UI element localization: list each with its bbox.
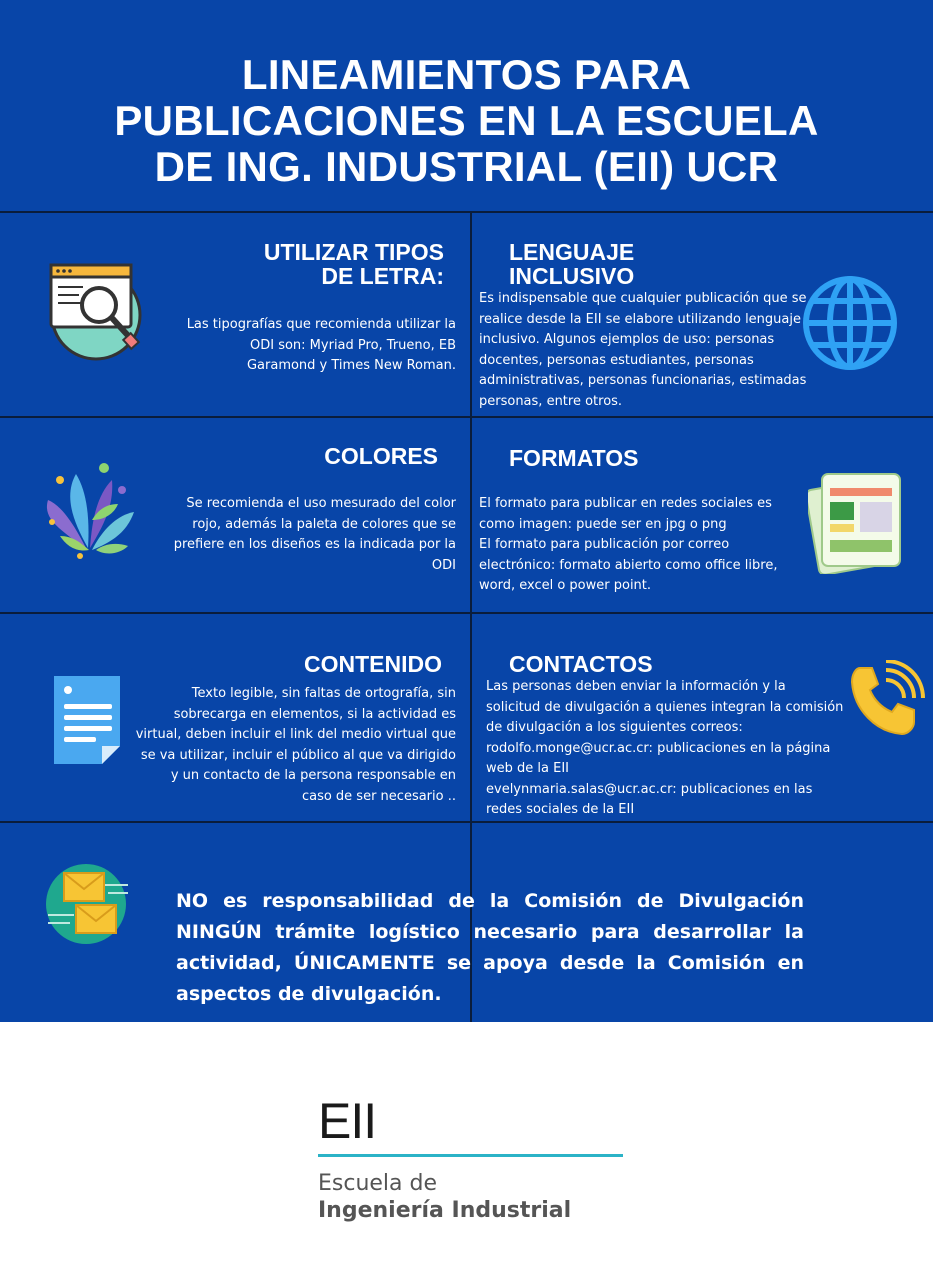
text-line: virtual, deben incluir el link del medio virtual que [135,727,456,742]
heading-text: CONTACTOS [509,651,653,677]
title-line: DE ING. INDUSTRIAL (EII) UCR [154,143,779,190]
section-text-contenido [122,684,456,807]
text-line: docentes, personas estudiantes, personas [479,352,754,368]
text-line: realice desde la EII se elabore utilizando lenguaje [479,311,801,327]
text-line: personas, entre otros. [479,393,623,409]
text-line: web de la EII [486,761,569,776]
heading-line: LENGUAJE [509,239,635,265]
text-line: word, excel o power point. [479,578,652,593]
heading-line: DE LETRA: [321,263,444,289]
section-text-contactos [486,677,858,821]
logo-line-1: Escuela de [318,1171,438,1196]
document-icon [50,672,128,772]
section-text-lenguaje [479,289,819,412]
eii-logo [318,1093,628,1223]
text-line: Las personas deben enviar la información y la [486,679,786,694]
text-line: rodolfo.monge@ucr.ac.cr: publicaciones en la página [486,740,831,756]
text-line: inclusivo. Algunos ejemplos de uso: personas [479,332,775,347]
section-text-formatos [479,494,809,597]
documents-icon [808,470,904,578]
divider [0,211,933,213]
text-line: caso de ser necesario .. [301,788,456,804]
text-line: ODI [431,557,456,573]
magnifier-browser-icon [43,261,153,365]
title-line: PUBLICACIONES EN LA ESCUELA [114,97,819,144]
text-line: evelynmaria.salas@ucr.ac.cr: publicaciones en las [486,781,813,797]
text-line: Se recomienda el uso mesurado del color [186,496,456,511]
text-line: Garamond y Times New Roman. [246,358,456,373]
heading-line: INCLUSIVO [509,263,635,289]
poster-title [0,52,933,190]
disclaimer-notice: NO es responsabilidad de la Comisión de Divulgación NINGÚN trámite logístico necesario para desarrollar la actividad, ÚNICAMENTE se apoya desde la Comisión en aspectos de divulgación. [176,890,804,1005]
text-line: Es indispensable que cualquier publicación que se [479,291,807,306]
heading-text: CONTENIDO [304,651,442,677]
text-line: electrónico: formato abierto como office libre, [479,557,778,573]
section-heading-contenido [230,652,442,676]
title-line: LINEAMIENTOS PARA [241,51,692,98]
text-line: sobrecarga en elementos, si la actividad es [173,706,456,722]
text-line: de divulgación a los siguientes correos: [486,720,743,735]
phone-icon [846,660,926,744]
heading-text: COLORES [324,443,438,469]
text-line: como imagen: puede ser en jpg o png [479,516,727,532]
section-text-tipos-letra [140,315,456,377]
logo-rule [318,1154,623,1157]
section-text-colores [140,494,456,576]
text-line: El formato para publicar en redes sociales es [479,496,772,511]
text-line: Las tipografías que recomienda utilizar la [186,317,456,332]
heading-line: UTILIZAR TIPOS [263,239,444,265]
text-line: solicitud de divulgación a quienes integran la comisión [486,699,844,715]
heading-text: FORMATOS [509,445,639,471]
envelopes-icon [46,863,130,949]
logo-line-2: Ingeniería Industrial [318,1198,572,1223]
text-line: redes sociales de la EII [486,802,635,817]
divider [0,612,933,614]
text-line: administrativas, personas funcionarias, estimadas [479,373,807,388]
section-heading-lenguaje [509,240,729,288]
text-line: se va utilizar, incluir el público al que va dirigido [140,747,456,763]
text-line: Texto legible, sin faltas de ortografía, sin [191,686,456,701]
section-heading-tipos-letra [230,240,444,288]
text-line: El formato para publicación por correo [479,537,730,552]
globe-icon [801,274,899,376]
text-line: y un contacto de la persona responsable en [170,768,456,783]
section-heading-formatos [509,446,729,470]
divider [0,416,933,418]
color-splash-icon [42,460,137,564]
text-line: ODI son: Myriad Pro, Trueno, EB [250,337,456,353]
section-heading-contactos [509,652,729,676]
section-heading-colores [230,444,438,468]
text-line: rojo, además la paleta de colores que se [192,516,456,532]
text-line: prefiere en los diseños es la indicada por la [173,537,456,552]
divider [0,821,933,823]
logo-mark: EII [318,1093,377,1149]
